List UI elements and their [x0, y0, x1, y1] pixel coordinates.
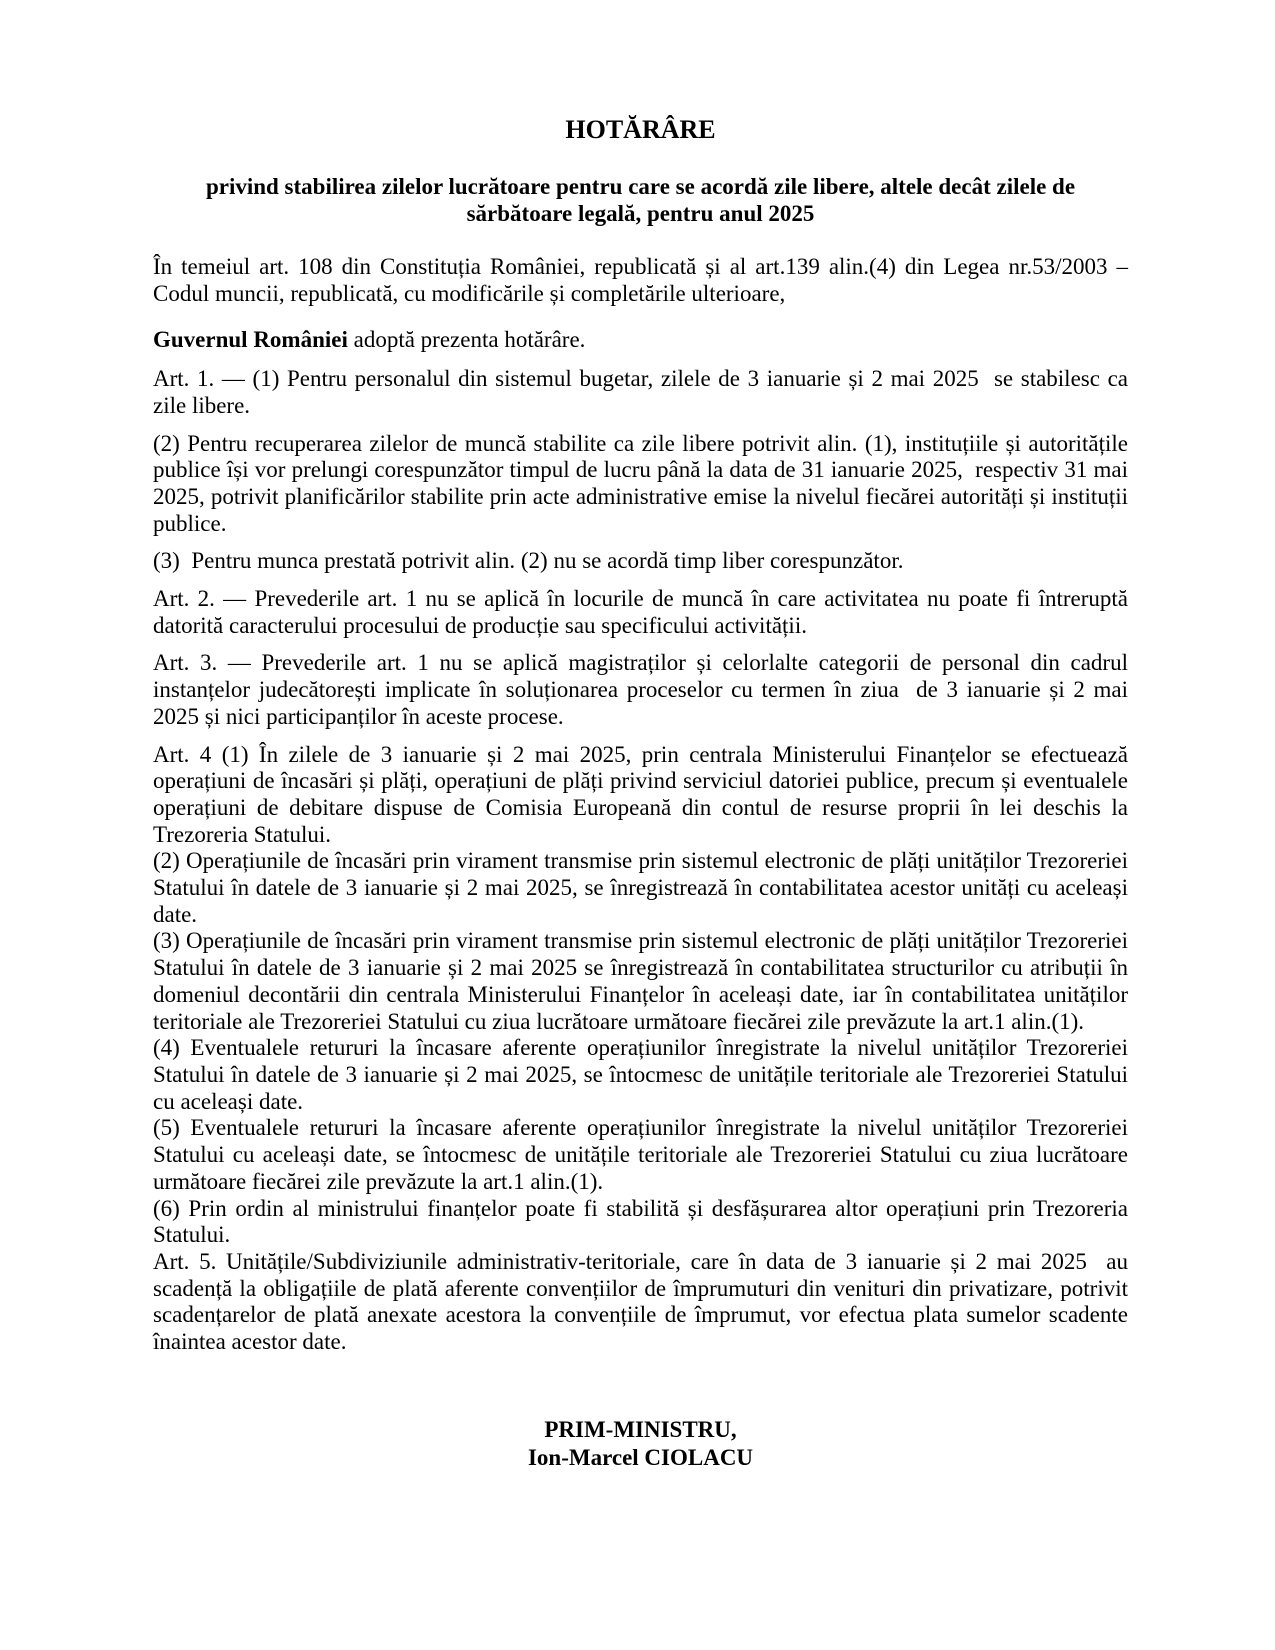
article-4-alin-4: (4) Eventualele retururi la încasare aferente operațiunilor înregistrate la nivelul unităților Trezoreriei Statului în datele de 3 ianuarie și 2 mai 2025, se întocmesc de unitățile teritoriale ale Trezoreriei Statului cu aceleași date. [153, 1035, 1128, 1114]
signature-name: Ion-Marcel CIOLACU [527, 1444, 754, 1470]
article-1-alin-3: (3) Pentru munca prestată potrivit alin. (2) nu se acordă timp liber corespunzător. [153, 548, 904, 574]
intro-paragraph: În temeiul art. 108 din Constituția României, republicată și al art.139 alin.(4) din Legea nr.53/2003 – Codul muncii, republicată, cu modificările și completările ulterioare, [153, 254, 1128, 306]
enactment-paragraph [153, 327, 1128, 354]
article-4-alin-1: Art. 4 (1) În zilele de 3 ianuarie și 2 mai 2025, prin centrala Ministerului Finanțelor se efectuează operațiuni de încasări și plăți, operațiuni de plăți privind serviciul datoriei publice, precum și eventualele operațiuni de debitare dispuse de Comisia Europeană din contul de resurse proprii în lei deschis la Trezoreria Statului. [153, 741, 1128, 847]
article-4-alin-6: (6) Prin ordin al ministrului finanțelor poate fi stabilită și desfășurarea altor operațiuni prin Trezoreria Statului. [153, 1195, 1128, 1248]
article-4-alin-5: (5) Eventualele retururi la încasare aferente operațiunilor înregistrate la nivelul unităților Trezoreriei Statului cu aceleași date, se întocmesc de unitățile teritoriale ale Trezoreriei Statului cu ziua lucrătoare următoare fiecărei zile prevăzute la art.1 alin.(1). [153, 1115, 1128, 1194]
article-4-alin-3: (3) Operațiunile de încasări prin virament transmise prin sistemul electronic de plăți unităților Trezoreriei Statului în datele de 3 ianuarie și 2 mai 2025 se înregistrează în contabilitatea structurilor cu atribuții în domeniul decontării din centrala Ministerului Finanțelor în aceleași date, iar în contabilitatea unităților teritoriale ale Trezoreriei Statului cu ziua lucrătoare următoare fiecărei zile prevăzute la art.1 alin.(1). [153, 928, 1128, 1034]
doc-subtitle: privind stabilirea zilelor lucrătoare pentru care se acordă zile libere, altele decât zilele de sărbătoare legală, pentru anul 2025 [205, 174, 1076, 226]
enactment-authority: Guvernul României [153, 327, 348, 353]
article-1-alin-2: (2) Pentru recuperarea zilelor de muncă stabilite ca zile libere potrivit alin. (1), instituțiile și autoritățile publice își vor prelungi corespunzător timpul de lucru până la data de 31 ianuarie 2025, respectiv 31 mai 2025, potrivit planificărilor stabilite prin acte administrative emise la nivelul fiecărei autorități și instituții publice. [153, 430, 1128, 536]
doc-title: HOTĂRÂRE [565, 115, 716, 144]
signature-block [153, 1416, 1128, 1472]
article-1-alin-1: Art. 1. — (1) Pentru personalul din sistemul bugetar, zilele de 3 ianuarie și 2 mai 2025 se stabilesc ca zile libere. [153, 366, 1128, 418]
article-5: Art. 5. Unitățile/Subdiviziunile administrativ-teritoriale, care în data de 3 ianuarie și 2 mai 2025 au scadență la obligațiile de plată aferente convențiilor de împrumuturi din venituri din privatizare, potrivit scadențarelor de plată anexate acestora la convențiile de împrumut, vor efectua plata sumelor scadente înaintea acestor date. [153, 1248, 1128, 1355]
articles-4-5-block [153, 742, 1128, 1356]
article-4-alin-2: (2) Operațiunile de încasări prin virament transmise prin sistemul electronic de plăți unităților Trezoreriei Statului în datele de 3 ianuarie și 2 mai 2025, se înregistrează în contabilitatea acestor unități cu aceleași date. [153, 848, 1128, 927]
signature-role: PRIM-MINISTRU, [544, 1416, 737, 1442]
article-2: Art. 2. — Prevederile art. 1 nu se aplică în locurile de muncă în care activitatea nu poate fi întreruptă datorită caracterului procesului de producție sau specificului activității. [153, 586, 1128, 638]
enactment-text: adoptă prezenta hotărâre. [347, 327, 586, 353]
article-3: Art. 3. — Prevederile art. 1 nu se aplică magistraților și celorlalte categorii de personal din cadrul instanțelor judecătorești implicate în soluționarea proceselor cu termen în ziua de 3 ianuarie și 2 mai 2025 și nici participanților în aceste procese. [153, 650, 1128, 729]
